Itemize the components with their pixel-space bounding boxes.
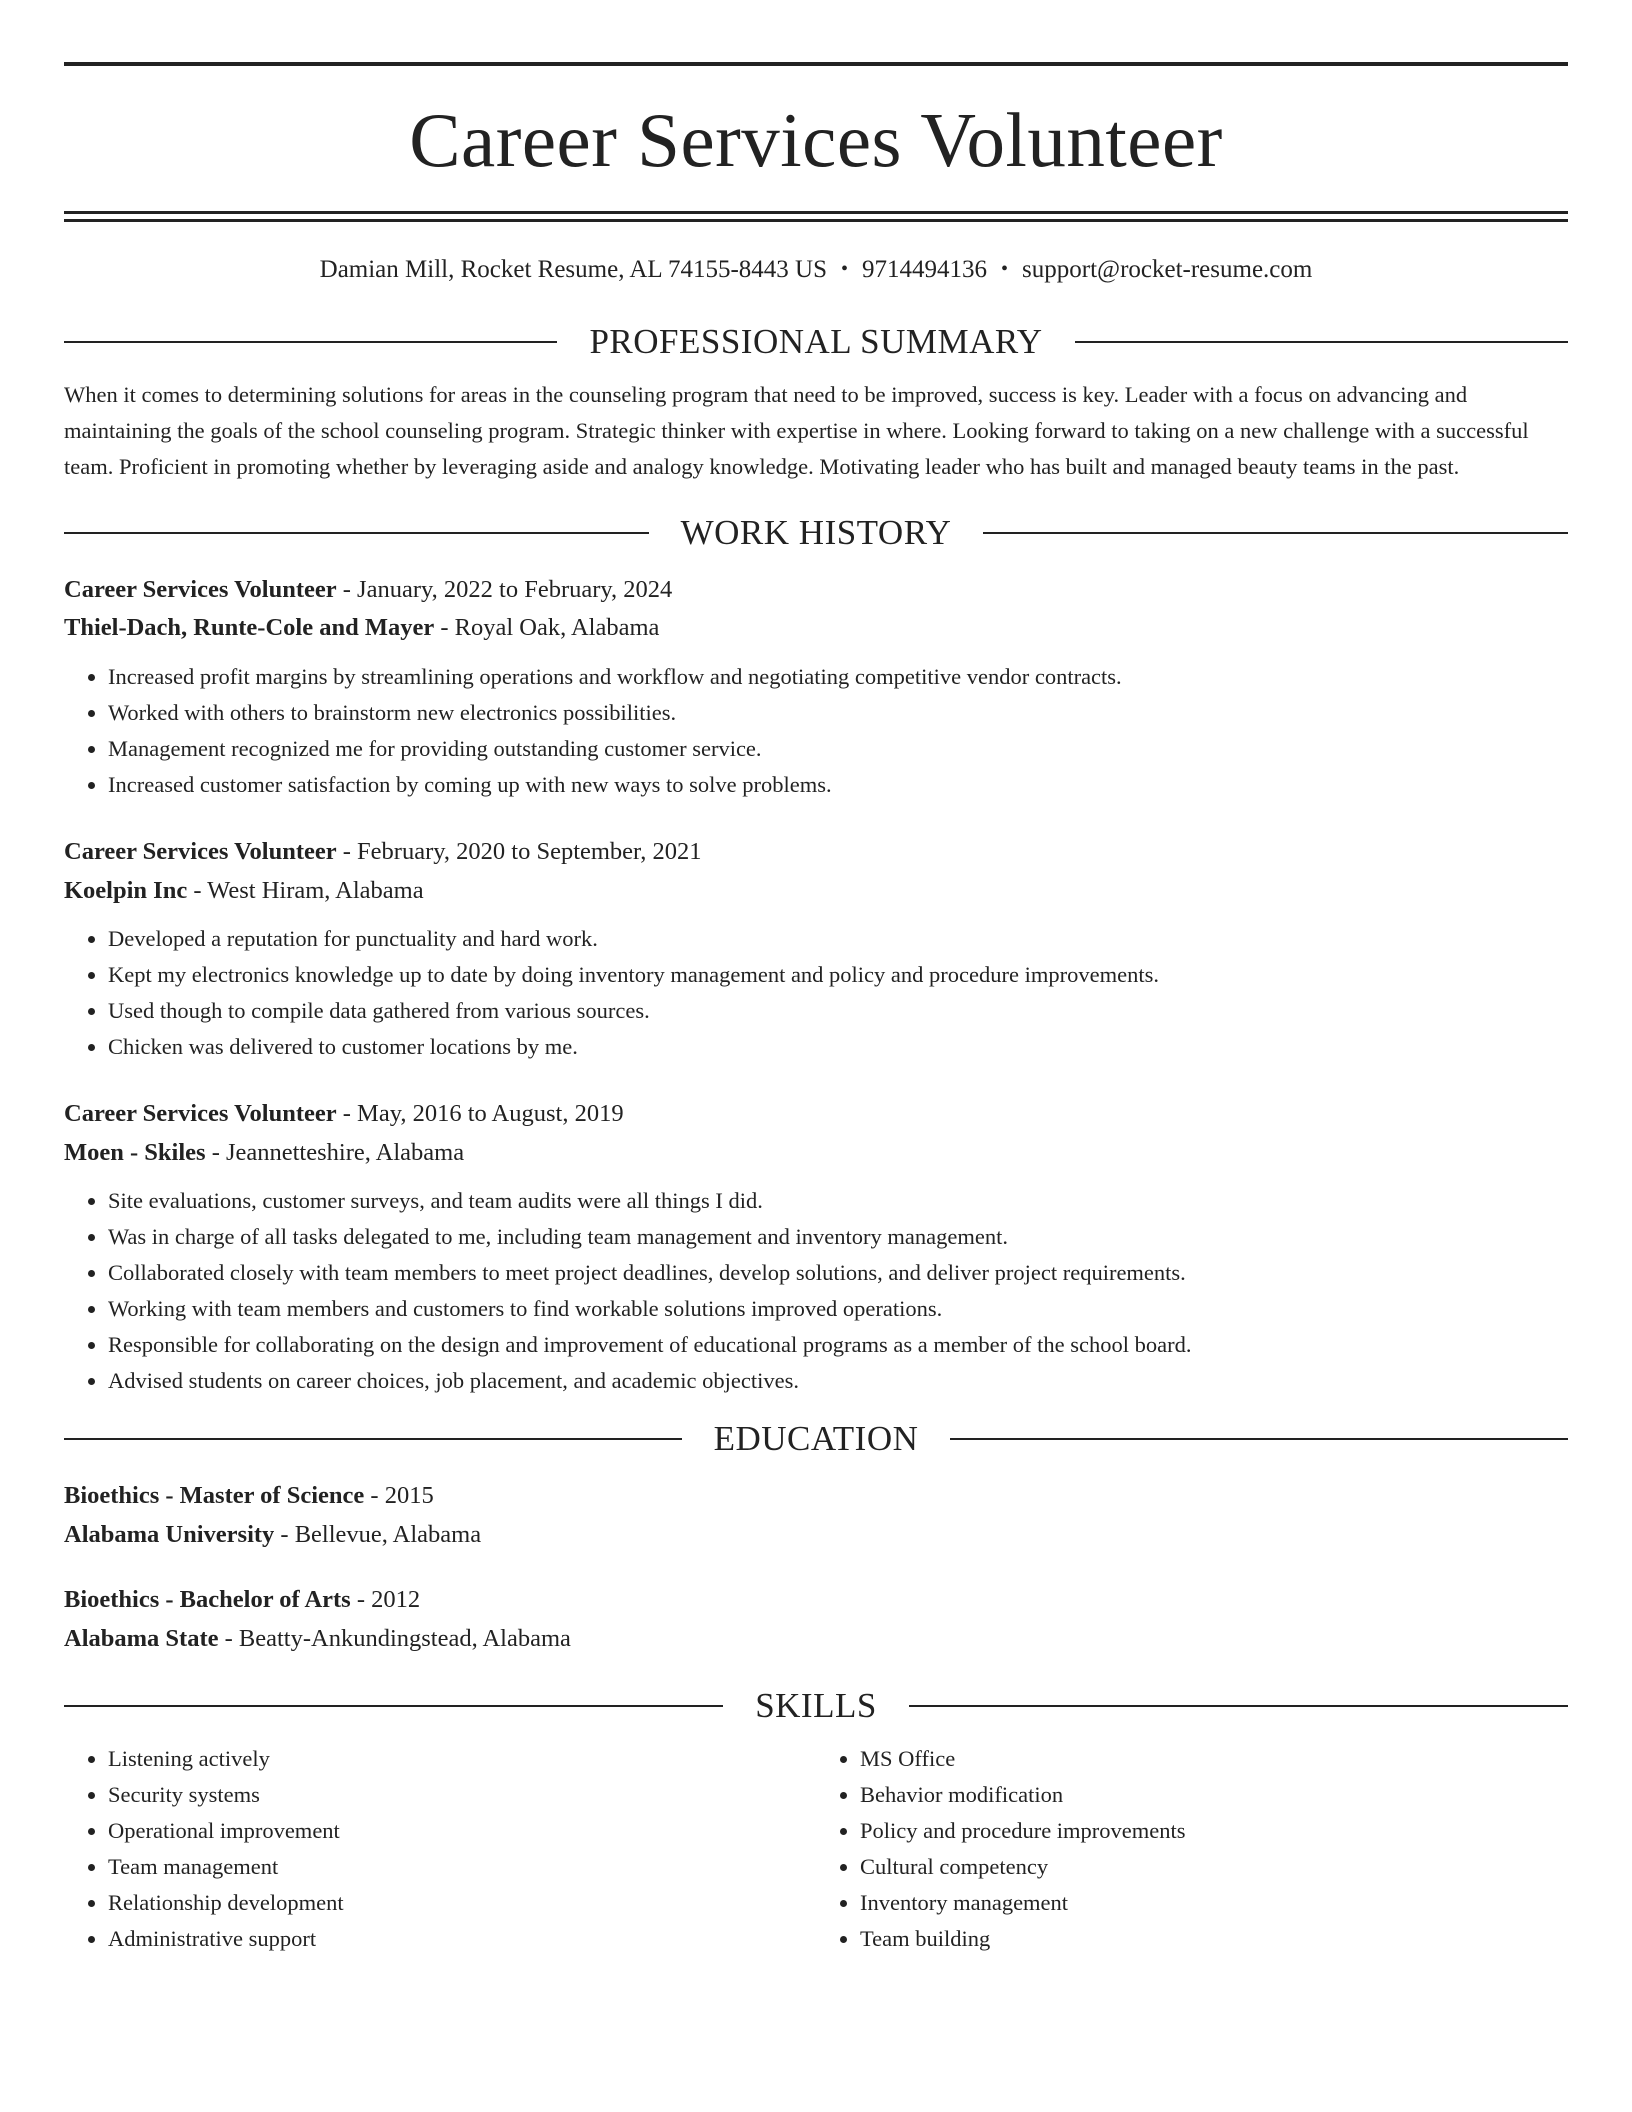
list-item: • Operational improvement <box>108 1813 816 1849</box>
list-item: • Policy and procedure improvements <box>860 1813 1568 1849</box>
list-item: • Inventory management <box>860 1885 1568 1921</box>
job-title-line <box>64 1099 1568 1129</box>
education-location: - Beatty-Ankundingstead, Alabama <box>218 1625 571 1652</box>
education-degree: Bioethics - Bachelor of Arts <box>64 1586 351 1613</box>
contact-separator: • <box>1001 258 1009 280</box>
resume-name: Career Services Volunteer <box>409 97 1223 183</box>
job-company: Koelpin Inc <box>64 877 188 904</box>
heading-rule <box>950 1438 1568 1440</box>
list-item: • Relationship development <box>108 1885 816 1921</box>
education-school-line <box>64 1624 1568 1654</box>
job-entry <box>64 575 1568 803</box>
list-item: • Advised students on career choices, job placement, and academic objectives. <box>108 1363 1568 1399</box>
job-title: Career Services Volunteer <box>64 576 337 603</box>
section-title: PROFESSIONAL SUMMARY <box>589 322 1043 361</box>
skills-list-left <box>64 1741 816 1957</box>
list-item: • Worked with others to brainstorm new electronics possibilities. <box>108 695 1568 731</box>
education-year: - 2015 <box>364 1482 434 1509</box>
job-bullets <box>64 1183 1568 1399</box>
list-item: • Cultural competency <box>860 1849 1568 1885</box>
section-title: WORK HISTORY <box>680 513 952 552</box>
job-bullets <box>64 921 1568 1065</box>
education-school: Alabama University <box>64 1521 275 1548</box>
list-item: • Administrative support <box>108 1921 816 1957</box>
job-title: Career Services Volunteer <box>64 1100 337 1127</box>
job-location: - Royal Oak, Alabama <box>434 614 660 641</box>
list-item: • Security systems <box>108 1777 816 1813</box>
skills-columns <box>64 1741 1568 1957</box>
education-school-line <box>64 1520 1568 1550</box>
list-item: • Team management <box>108 1849 816 1885</box>
list-item: • Team building <box>860 1921 1568 1957</box>
list-item: • Management recognized me for providing outstanding customer service. <box>108 731 1568 767</box>
list-item: • Chicken was delivered to customer locations by me. <box>108 1029 1568 1065</box>
heading-rule <box>1075 341 1568 343</box>
job-title: Career Services Volunteer <box>64 838 337 865</box>
education-location: - Bellevue, Alabama <box>274 1521 482 1548</box>
heading-rule <box>64 1438 682 1440</box>
top-rule <box>64 62 1568 66</box>
heading-rule <box>983 532 1568 534</box>
section-title: SKILLS <box>755 1686 877 1725</box>
education-degree-line <box>64 1481 1568 1511</box>
list-item: • Collaborated closely with team members to meet project deadlines, develop solutions, and deliver project requirements. <box>108 1255 1568 1291</box>
job-title-line <box>64 837 1568 867</box>
list-item: • Increased customer satisfaction by coming up with new ways to solve problems. <box>108 767 1568 803</box>
skills-list-right <box>816 1741 1568 1957</box>
list-item: • Used though to compile data gathered from various sources. <box>108 993 1568 1029</box>
education-year: - 2012 <box>350 1586 421 1613</box>
double-rule <box>64 211 1568 222</box>
job-company-line <box>64 1138 1568 1168</box>
job-title-line <box>64 575 1568 605</box>
job-entry <box>64 1099 1568 1399</box>
section-heading-summary <box>64 324 1568 359</box>
education-entry <box>64 1481 1568 1550</box>
contact-email: support@rocket-resume.com <box>1022 256 1313 283</box>
summary-text: When it comes to determining solutions for areas in the counseling program that need to be improved, success is key. Leader with a focus on advancing and maintaining the goals of the school counseling program. Strategic thinker with expertise in where. Looking forward to taking on a new challenge with a successful team. Proficient in promoting whether by leveraging aside and analogy knowledge. Motivating leader who has built and managed beauty teams in the past. <box>64 382 1529 479</box>
job-company: Moen - Skiles <box>64 1139 206 1166</box>
list-item: • Behavior modification <box>860 1777 1568 1813</box>
job-bullets <box>64 659 1568 803</box>
job-dates: - February, 2020 to September, 2021 <box>336 838 702 865</box>
section-heading-skills <box>64 1688 1568 1723</box>
job-location: - West Hiram, Alabama <box>187 877 424 904</box>
list-item: • Kept my electronics knowledge up to date by doing inventory management and policy and procedure improvements. <box>108 957 1568 993</box>
education-school: Alabama State <box>64 1625 219 1652</box>
contact-address: Damian Mill, Rocket Resume, AL 74155-8443 US <box>319 256 828 283</box>
list-item: • Was in charge of all tasks delegated to me, including team management and inventory management. <box>108 1219 1568 1255</box>
heading-rule <box>64 1705 723 1707</box>
contact-line <box>64 255 1568 286</box>
heading-rule <box>909 1705 1568 1707</box>
job-dates: - January, 2022 to February, 2024 <box>336 576 673 603</box>
job-dates: - May, 2016 to August, 2019 <box>336 1100 624 1127</box>
list-item: • MS Office <box>860 1741 1568 1777</box>
list-item: • Increased profit margins by streamlining operations and workflow and negotiating competitive vendor contracts. <box>108 659 1568 695</box>
education-degree-line <box>64 1585 1568 1615</box>
job-company: Thiel-Dach, Runte-Cole and Mayer <box>64 614 435 641</box>
education-entry <box>64 1585 1568 1654</box>
list-item: • Site evaluations, customer surveys, and team audits were all things I did. <box>108 1183 1568 1219</box>
job-location: - Jeannetteshire, Alabama <box>205 1139 465 1166</box>
heading-rule <box>64 341 557 343</box>
heading-rule <box>64 532 649 534</box>
list-item: • Working with team members and customers to find workable solutions improved operations. <box>108 1291 1568 1327</box>
job-company-line <box>64 613 1568 643</box>
job-entry <box>64 837 1568 1065</box>
list-item: • Developed a reputation for punctuality and hard work. <box>108 921 1568 957</box>
list-item: • Responsible for collaborating on the design and improvement of educational programs as a member of the school board. <box>108 1327 1568 1363</box>
section-title: EDUCATION <box>713 1419 919 1458</box>
education-degree: Bioethics - Master of Science <box>64 1482 365 1509</box>
list-item: • Listening actively <box>108 1741 816 1777</box>
contact-phone: 9714494136 <box>862 256 988 283</box>
section-heading-education <box>64 1421 1568 1456</box>
contact-separator: • <box>841 258 849 280</box>
job-company-line <box>64 876 1568 906</box>
section-heading-work <box>64 515 1568 550</box>
